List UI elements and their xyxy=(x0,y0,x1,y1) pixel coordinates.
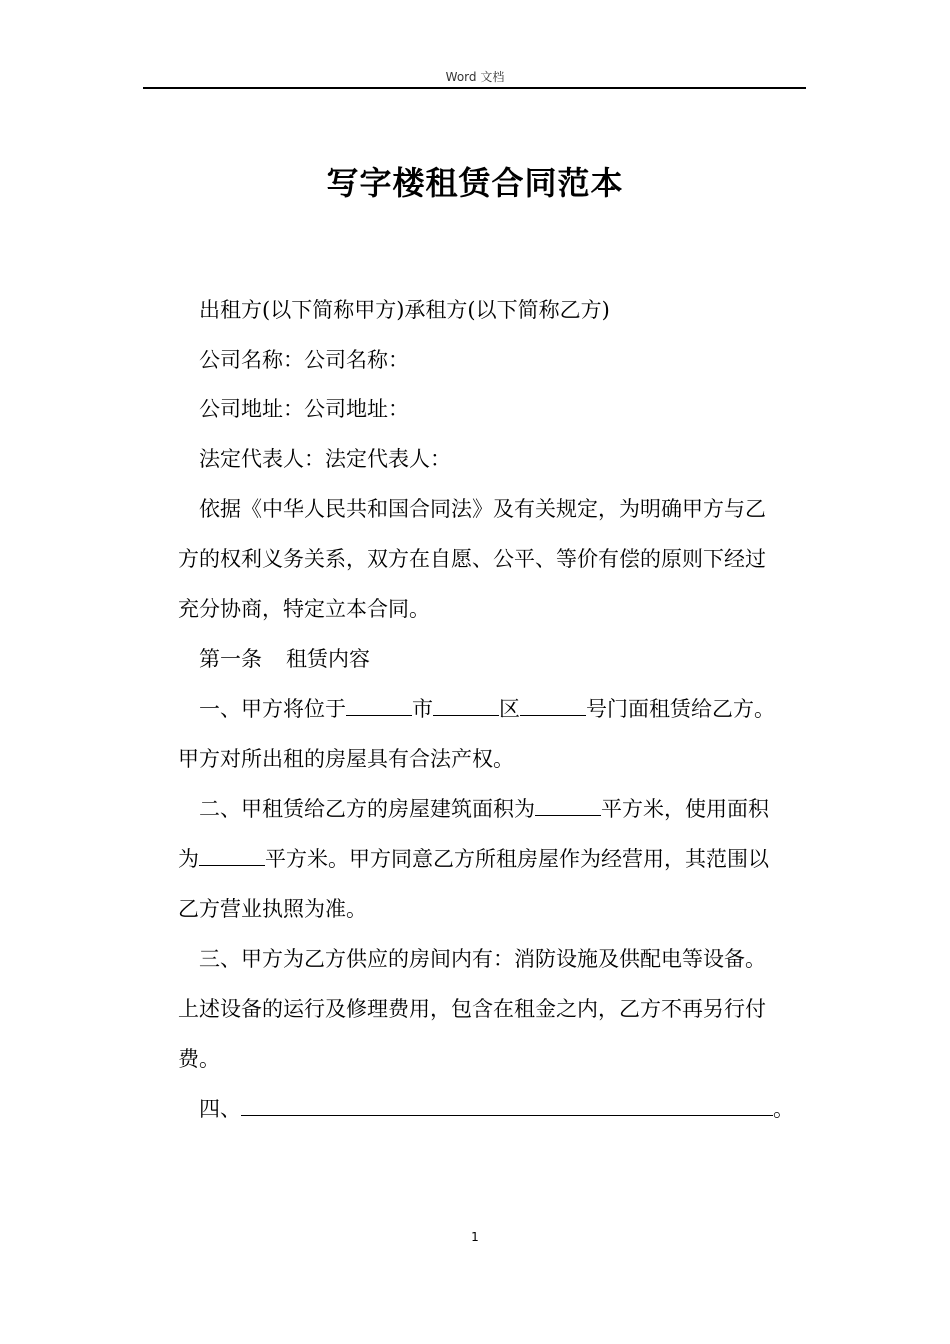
intro-line-1: 依据《中华人民共和国合同法》及有关规定，为明确甲方与乙 xyxy=(199,497,766,521)
item-4-text-b: 。 xyxy=(773,1097,794,1121)
usable-area-blank[interactable] xyxy=(199,843,265,866)
item-2-text-c: 为 xyxy=(178,847,199,871)
item-1-text-d: 号门面租赁给乙方。 xyxy=(586,697,775,721)
intro-line-3: 充分协商，特定立本合同。 xyxy=(178,597,430,621)
item-2-text-b: 平方米，使用面积 xyxy=(601,797,769,821)
item-2-text-a: 二、甲租赁给乙方的房屋建筑面积为 xyxy=(199,797,535,821)
item-2-line-1 xyxy=(178,784,829,834)
item-3-line-2: 上述设备的运行及修理费用，包含在租金之内，乙方不再另行付 xyxy=(178,997,766,1021)
header-rule xyxy=(143,87,806,89)
building-area-blank[interactable] xyxy=(535,793,601,816)
company-name-line: 公司名称：公司名称： xyxy=(199,348,409,372)
district-blank[interactable] xyxy=(433,693,499,716)
city-blank[interactable] xyxy=(346,693,412,716)
item-1-text-c: 区 xyxy=(499,697,520,721)
company-address-line: 公司地址：公司地址： xyxy=(199,397,409,421)
item-1-line-2: 甲方对所出租的房屋具有合法产权。 xyxy=(178,747,514,771)
item-2-line-3: 乙方营业执照为准。 xyxy=(178,897,367,921)
item-1-text-b: 市 xyxy=(412,697,433,721)
intro-line-2: 方的权利义务关系，双方在自愿、公平、等价有偿的原则下经过 xyxy=(178,547,766,571)
item-2-line-2 xyxy=(178,834,808,884)
item-4-blank[interactable] xyxy=(241,1093,773,1116)
article-1-title: 租赁内容 xyxy=(286,647,370,671)
page-number: 1 xyxy=(471,1230,479,1244)
item-1-text-a: 一、甲方将位于 xyxy=(199,697,346,721)
item-1-line-1 xyxy=(178,684,829,734)
article-1-heading xyxy=(178,634,829,684)
parties-line: 出租方(以下简称甲方)承租方(以下简称乙方) xyxy=(199,298,610,322)
document-title: 写字楼租赁合同范本 xyxy=(326,164,624,202)
number-blank[interactable] xyxy=(520,693,586,716)
item-3-line-3: 费。 xyxy=(178,1047,220,1071)
article-1-label: 第一条 xyxy=(199,647,262,671)
item-4-text-a: 四、 xyxy=(199,1097,241,1121)
legal-rep-line: 法定代表人：法定代表人： xyxy=(199,447,451,471)
item-3-line-1: 三、甲方为乙方供应的房间内有：消防设施及供配电等设备。 xyxy=(199,947,766,971)
item-2-text-d: 平方米。甲方同意乙方所租房屋作为经营用，其范围以 xyxy=(265,847,769,871)
header-label: Word 文档 xyxy=(445,70,505,84)
item-4-line xyxy=(178,1084,829,1134)
